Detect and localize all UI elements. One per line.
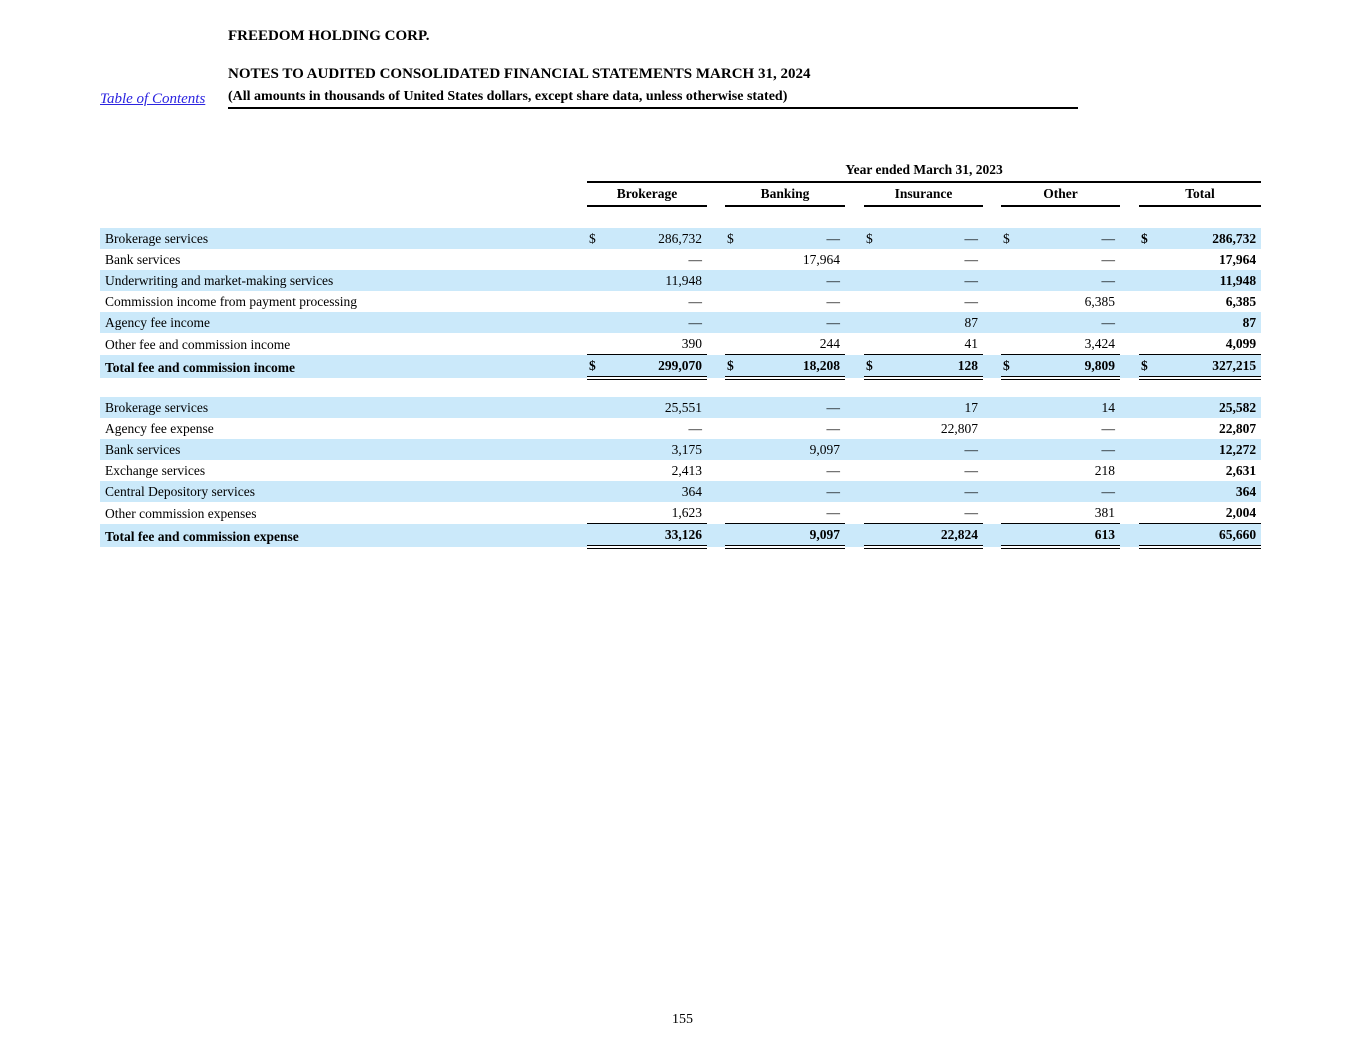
currency-symbol-cell: [864, 270, 884, 291]
column-header: Banking: [725, 182, 845, 206]
value-cell: 613: [1021, 524, 1120, 548]
currency-symbol-cell: [864, 312, 884, 333]
value-cell: 87: [884, 312, 983, 333]
value-cell: 9,097: [745, 524, 845, 548]
currency-symbol-cell: [1001, 291, 1021, 312]
column-gap: [845, 249, 864, 270]
column-gap: [983, 418, 1001, 439]
value-cell: —: [745, 312, 845, 333]
value-cell: 364: [607, 481, 707, 502]
currency-symbol-cell: [864, 524, 884, 548]
table-row: [100, 228, 1261, 249]
value-cell: 9,097: [745, 439, 845, 460]
currency-symbol-cell: [864, 418, 884, 439]
currency-symbol-cell: [725, 397, 745, 418]
currency-symbol-cell: [1001, 249, 1021, 270]
column-header: Other: [1001, 182, 1120, 206]
currency-symbol-cell: [587, 524, 607, 548]
value-cell: —: [1021, 439, 1120, 460]
currency-symbol-cell: [864, 460, 884, 481]
value-cell: 22,807: [1218, 421, 1257, 436]
column-gap: [1120, 182, 1139, 206]
currency-symbol-cell: [1139, 270, 1159, 291]
currency-symbol-cell: [587, 291, 607, 312]
table-row: [100, 460, 1261, 481]
row-label: Central Depository services: [100, 481, 587, 502]
column-gap: [845, 270, 864, 291]
value-cell: —: [964, 463, 978, 478]
column-gap: [845, 333, 864, 355]
currency-symbol-cell: [1001, 481, 1021, 502]
value-cell: —: [1021, 312, 1120, 333]
currency-symbol-cell: [725, 439, 745, 460]
column-gap: [983, 481, 1001, 502]
column-gap: [1120, 524, 1139, 548]
currency-symbol-cell: [1139, 460, 1159, 481]
row-label: Agency fee income: [100, 312, 587, 333]
value-cell: 2,413: [671, 463, 702, 478]
value-cell: 18,208: [745, 355, 845, 379]
column-gap: [845, 502, 864, 524]
currency-symbol-cell: $: [1139, 228, 1159, 249]
value-cell: —: [1021, 228, 1120, 249]
row-label: Agency fee expense: [105, 421, 214, 436]
value-cell: 11,948: [1159, 270, 1261, 291]
column-gap: [983, 460, 1001, 481]
value-cell: 25,551: [607, 397, 707, 418]
currency-symbol-cell: $: [725, 228, 745, 249]
value-cell: —: [826, 294, 840, 309]
currency-symbol-cell: $: [1001, 355, 1021, 379]
currency-symbol-cell: [1001, 439, 1021, 460]
column-gap: [707, 333, 725, 355]
value-cell: 286,732: [607, 228, 707, 249]
value-cell: —: [688, 294, 702, 309]
currency-symbol-cell: [1139, 291, 1159, 312]
currency-symbol-cell: [725, 460, 745, 481]
column-gap: [845, 228, 864, 249]
currency-symbol-cell: $: [864, 228, 884, 249]
column-gap: [983, 228, 1001, 249]
value-cell: —: [745, 502, 845, 524]
value-cell: —: [688, 421, 702, 436]
row-label: Other commission expenses: [105, 505, 257, 521]
currency-symbol-cell: [1001, 502, 1021, 524]
value-cell: —: [964, 294, 978, 309]
value-cell: 22,807: [940, 421, 978, 436]
column-gap: [983, 397, 1001, 418]
value-cell: 299,070: [607, 355, 707, 379]
row-label: Bank services: [105, 252, 181, 267]
document-header: [228, 28, 1078, 109]
column-gap: [707, 312, 725, 333]
value-cell: 244: [745, 333, 845, 355]
currency-symbol-cell: [864, 439, 884, 460]
column-gap: [845, 397, 864, 418]
currency-symbol-cell: [587, 460, 607, 481]
currency-symbol-cell: [1139, 502, 1159, 524]
column-gap: [1120, 312, 1139, 333]
currency-symbol-cell: [1001, 270, 1021, 291]
column-gap: [845, 291, 864, 312]
column-gap: [845, 182, 864, 206]
column-gap: [707, 439, 725, 460]
value-cell: —: [884, 439, 983, 460]
value-cell: 65,660: [1159, 524, 1261, 548]
value-cell: —: [745, 228, 845, 249]
value-cell: 286,732: [1159, 228, 1261, 249]
column-gap: [1120, 439, 1139, 460]
value-cell: —: [745, 397, 845, 418]
column-gap: [983, 355, 1001, 379]
table-row: [100, 397, 1261, 418]
row-label: Underwriting and market-making services: [100, 270, 587, 291]
currency-symbol-cell: [864, 333, 884, 355]
value-cell: 390: [607, 333, 707, 355]
currency-symbol-cell: $: [587, 228, 607, 249]
table-row: [100, 312, 1261, 333]
currency-symbol-cell: [1001, 418, 1021, 439]
table-row: [100, 333, 1261, 355]
currency-symbol-cell: [864, 249, 884, 270]
value-cell: 381: [1021, 502, 1120, 524]
column-gap: [845, 524, 864, 548]
value-cell: 218: [1094, 463, 1115, 478]
currency-symbol-cell: [725, 524, 745, 548]
column-gap: [983, 439, 1001, 460]
value-cell: —: [745, 481, 845, 502]
document-subtitle: (All amounts in thousands of United States dollars, except share data, unless otherwise stated): [228, 88, 1078, 109]
currency-symbol-cell: [587, 439, 607, 460]
row-label: Bank services: [100, 439, 587, 460]
value-cell: 33,126: [607, 524, 707, 548]
value-cell: —: [745, 270, 845, 291]
period-header: Year ended March 31, 2023: [587, 160, 1261, 182]
currency-symbol-cell: [1139, 312, 1159, 333]
column-gap: [1120, 481, 1139, 502]
column-gap: [983, 333, 1001, 355]
currency-symbol-cell: [587, 333, 607, 355]
column-header: Brokerage: [587, 182, 707, 206]
empty-cell: [100, 160, 587, 182]
value-cell: —: [884, 270, 983, 291]
value-cell: —: [1021, 481, 1120, 502]
currency-symbol-cell: [864, 502, 884, 524]
column-gap: [983, 270, 1001, 291]
currency-symbol-cell: [1139, 418, 1159, 439]
currency-symbol-cell: [725, 291, 745, 312]
column-gap: [1120, 270, 1139, 291]
column-gap: [1120, 502, 1139, 524]
currency-symbol-cell: [1139, 439, 1159, 460]
currency-symbol-cell: [1001, 460, 1021, 481]
column-header-row: [100, 182, 1261, 206]
total-row: [100, 355, 1261, 379]
column-gap: [707, 228, 725, 249]
currency-symbol-cell: [1139, 249, 1159, 270]
column-gap: [707, 460, 725, 481]
page-number: 155: [672, 1012, 693, 1027]
column-gap: [983, 291, 1001, 312]
column-gap: [983, 249, 1001, 270]
currency-symbol-cell: [864, 291, 884, 312]
total-row: [100, 524, 1261, 548]
column-gap: [845, 439, 864, 460]
column-gap: [1120, 228, 1139, 249]
value-cell: 87: [1159, 312, 1261, 333]
column-gap: [707, 270, 725, 291]
value-cell: 11,948: [607, 270, 707, 291]
currency-symbol-cell: $: [1001, 228, 1021, 249]
currency-symbol-cell: [725, 481, 745, 502]
value-cell: 3,424: [1021, 333, 1120, 355]
row-label: Commission income from payment processing: [105, 294, 357, 309]
value-cell: —: [1101, 421, 1115, 436]
value-cell: —: [688, 252, 702, 267]
currency-symbol-cell: [587, 397, 607, 418]
value-cell: —: [607, 312, 707, 333]
document-title: NOTES TO AUDITED CONSOLIDATED FINANCIAL STATEMENTS MARCH 31, 2024: [228, 66, 811, 82]
row-label: Other fee and commission income: [105, 336, 291, 352]
column-gap: [845, 481, 864, 502]
value-cell: 17,964: [802, 252, 840, 267]
value-cell: 128: [884, 355, 983, 379]
column-gap: [1120, 249, 1139, 270]
column-gap: [1120, 333, 1139, 355]
column-gap: [707, 291, 725, 312]
value-cell: —: [884, 228, 983, 249]
column-gap: [845, 460, 864, 481]
currency-symbol-cell: [864, 481, 884, 502]
column-gap: [707, 182, 725, 206]
fee-commission-table-container: [100, 160, 1261, 549]
currency-symbol-cell: [725, 418, 745, 439]
value-cell: 25,582: [1159, 397, 1261, 418]
table-row: [100, 481, 1261, 502]
column-gap: [707, 502, 725, 524]
row-label: Total fee and commission income: [100, 355, 587, 379]
currency-symbol-cell: [725, 270, 745, 291]
value-cell: 6,385: [1225, 294, 1257, 309]
currency-symbol-cell: [587, 270, 607, 291]
column-gap: [1120, 355, 1139, 379]
currency-symbol-cell: [1139, 397, 1159, 418]
row-label: Total fee and commission expense: [100, 524, 587, 548]
currency-symbol-cell: [1139, 524, 1159, 548]
currency-symbol-cell: [1001, 333, 1021, 355]
value-cell: 1,623: [607, 502, 707, 524]
currency-symbol-cell: $: [725, 355, 745, 379]
spacer-row: [100, 206, 1261, 228]
currency-symbol-cell: [587, 502, 607, 524]
value-cell: 4,099: [1159, 333, 1261, 355]
value-cell: 41: [884, 333, 983, 355]
value-cell: 3,175: [607, 439, 707, 460]
value-cell: 17,964: [1218, 252, 1257, 267]
table-row: [100, 291, 1261, 312]
table-row: [100, 502, 1261, 524]
row-label: Brokerage services: [100, 228, 587, 249]
value-cell: 9,809: [1021, 355, 1120, 379]
column-gap: [1120, 460, 1139, 481]
column-header: Insurance: [864, 182, 983, 206]
currency-symbol-cell: [1139, 481, 1159, 502]
column-gap: [983, 502, 1001, 524]
currency-symbol-cell: [587, 418, 607, 439]
table-row: [100, 439, 1261, 460]
currency-symbol-cell: [725, 249, 745, 270]
currency-symbol-cell: [1001, 524, 1021, 548]
value-cell: 327,215: [1159, 355, 1261, 379]
table-row: [100, 249, 1261, 270]
value-cell: 17: [884, 397, 983, 418]
column-gap: [707, 418, 725, 439]
empty-cell: [100, 182, 587, 206]
column-gap: [845, 355, 864, 379]
column-gap: [707, 355, 725, 379]
value-cell: 22,824: [884, 524, 983, 548]
value-cell: 364: [1159, 481, 1261, 502]
column-gap: [1120, 397, 1139, 418]
currency-symbol-cell: [1001, 397, 1021, 418]
row-label: Exchange services: [105, 463, 206, 478]
column-gap: [983, 312, 1001, 333]
table-row: [100, 270, 1261, 291]
column-gap: [707, 397, 725, 418]
value-cell: 12,272: [1159, 439, 1261, 460]
currency-symbol-cell: $: [1139, 355, 1159, 379]
value-cell: —: [1101, 252, 1115, 267]
value-cell: 2,004: [1159, 502, 1261, 524]
row-label: Brokerage services: [100, 397, 587, 418]
column-gap: [707, 524, 725, 548]
column-gap: [845, 312, 864, 333]
value-cell: —: [884, 502, 983, 524]
period-header-row: [100, 160, 1261, 182]
currency-symbol-cell: [587, 249, 607, 270]
table-of-contents-link[interactable]: Table of Contents: [100, 91, 206, 107]
table-row: [100, 418, 1261, 439]
currency-symbol-cell: $: [864, 355, 884, 379]
value-cell: —: [826, 463, 840, 478]
value-cell: 2,631: [1225, 463, 1257, 478]
currency-symbol-cell: [1001, 312, 1021, 333]
currency-symbol-cell: [725, 312, 745, 333]
currency-symbol-cell: [1139, 333, 1159, 355]
column-gap: [1120, 291, 1139, 312]
value-cell: —: [1021, 270, 1120, 291]
spacer-row: [100, 378, 1261, 397]
value-cell: 6,385: [1084, 294, 1115, 309]
column-gap: [707, 249, 725, 270]
column-header: Total: [1139, 182, 1261, 206]
value-cell: —: [884, 481, 983, 502]
company-name: FREEDOM HOLDING CORP.: [228, 28, 430, 44]
fee-commission-table: [100, 160, 1261, 549]
currency-symbol-cell: [587, 312, 607, 333]
column-gap: [983, 182, 1001, 206]
currency-symbol-cell: $: [587, 355, 607, 379]
column-gap: [1120, 418, 1139, 439]
value-cell: 14: [1021, 397, 1120, 418]
column-gap: [845, 418, 864, 439]
currency-symbol-cell: [725, 333, 745, 355]
column-gap: [983, 524, 1001, 548]
currency-symbol-cell: [587, 481, 607, 502]
value-cell: —: [964, 252, 978, 267]
currency-symbol-cell: [864, 397, 884, 418]
currency-symbol-cell: [725, 502, 745, 524]
column-gap: [707, 481, 725, 502]
value-cell: —: [826, 421, 840, 436]
